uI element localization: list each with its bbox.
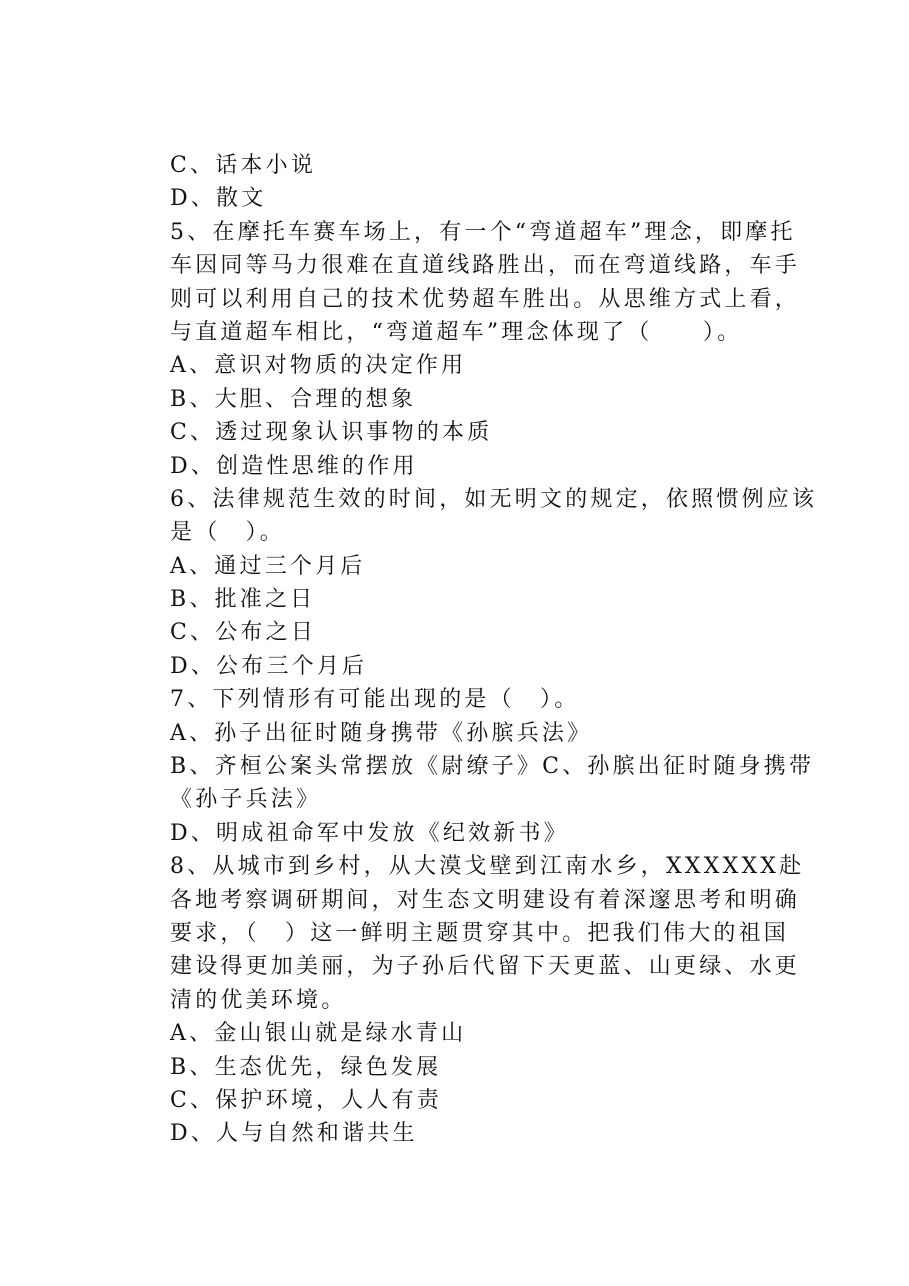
option-4d: D、散文 <box>170 186 267 212</box>
option-8c: C、保护环境，人人有责 <box>170 1087 443 1113</box>
question-5-line-1: 5、在摩托车赛车场上，有一个“弯道超车”理念，即摩托 <box>170 219 796 245</box>
question-5-line-3: 则可以利用自己的技术优势超车胜出。从思维方式上看， <box>170 286 801 312</box>
question-8-line-5: 清的优美环境。 <box>170 987 347 1013</box>
option-7a: A、孙子出征时随身携带《孙膑兵法》 <box>170 720 593 746</box>
option-5d: D、创造性思维的作用 <box>170 453 418 479</box>
question-8-line-1: 8、从城市到乡村，从大漠戈壁到江南水乡，XXXXXX赴 <box>170 854 805 880</box>
option-6a: A、通过三个月后 <box>170 553 366 579</box>
option-8a: A、金山银山就是绿水青山 <box>170 1021 467 1047</box>
option-7d: D、明成祖命军中发放《纪效新书》 <box>170 820 569 846</box>
document-body <box>170 149 818 1151</box>
question-8-line-3: 要求，（ ）这一鲜明主题贯穿其中。把我们伟大的祖国 <box>170 920 790 946</box>
question-6-line-1: 6、法律规范生效的时间，如无明文的规定，依照惯例应该 <box>170 486 818 512</box>
question-8-line-2: 各地考察调研期间，对生态文明建设有着深邃思考和明确 <box>170 887 801 913</box>
option-5b: B、大胆、合理的想象 <box>170 386 417 412</box>
option-6c: C、公布之日 <box>170 620 317 646</box>
question-8-line-4: 建设得更加美丽，为子孙后代留下天更蓝、山更绿、水更 <box>170 954 801 980</box>
option-6b: B、批准之日 <box>170 587 316 613</box>
option-6d: D、公布三个月后 <box>170 653 368 679</box>
option-8d: D、人与自然和谐共生 <box>170 1121 418 1147</box>
question-5-line-2: 车因同等马力很难在直道线路胜出，而在弯道线路，车手 <box>170 253 801 279</box>
question-6-line-2: 是（ ）。 <box>170 520 286 546</box>
question-7: 7、下列情形有可能出现的是（ ）。 <box>170 687 580 713</box>
option-8b: B、生态优先，绿色发展 <box>170 1054 442 1080</box>
option-5c: C、透过现象认识事物的本质 <box>170 420 493 446</box>
option-7c-continued: 《孙子兵法》 <box>170 787 322 813</box>
option-4c: C、话本小说 <box>170 153 317 178</box>
question-5-line-4: 与直道超车相比，“弯道超车”理念体现了（ ）。 <box>170 319 743 345</box>
option-5a: A、意识对物质的决定作用 <box>170 353 467 379</box>
option-7b-7c: B、齐桓公案头常摆放《尉缭子》C、孙膑出征时随身携带 <box>170 754 815 780</box>
